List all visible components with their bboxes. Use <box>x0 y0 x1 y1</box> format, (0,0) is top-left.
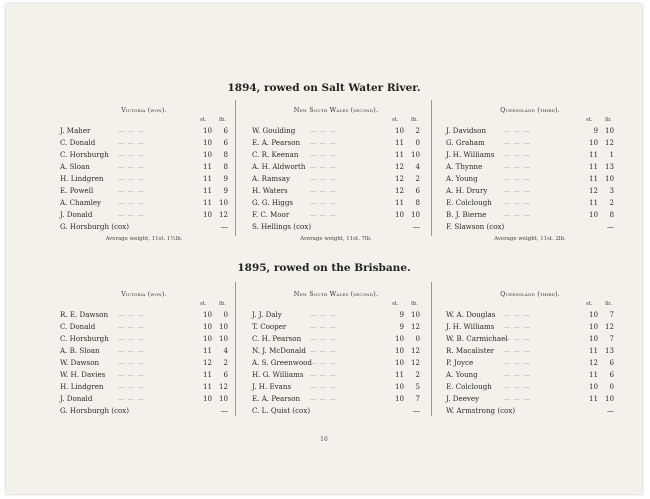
table-row: C. Donald … … … 10 10 <box>60 322 228 331</box>
table-row: C. Donald … … … 10 6 <box>60 138 228 147</box>
table-row: W. H. Davies … … … 11 6 <box>60 370 228 379</box>
column-divider <box>235 100 236 236</box>
table-row: A. Sloan … … … 11 8 <box>60 162 228 171</box>
table-row: W. Dawson … … … 12 2 <box>60 358 228 367</box>
page-number: 16 <box>320 436 328 443</box>
table-row: A. Young … … … 11 10 <box>446 174 614 183</box>
average-weight: Average weight, 11st. 7lb. <box>300 236 372 242</box>
table-row: E. A. Pearson … … … 11 0 <box>252 138 420 147</box>
table-row: A. H. Drury … … … 12 3 <box>446 186 614 195</box>
table-row: W. B. Carmichael … … … 10 7 <box>446 334 614 343</box>
table-row: J. Deevey … … … 11 10 <box>446 394 614 403</box>
table-row: N. J. McDonald … … … 10 12 <box>252 346 420 355</box>
table-row: H. Waters … … … 12 6 <box>252 186 420 195</box>
table-row: E. A. Pearson … … … 10 7 <box>252 394 420 403</box>
table-row: W. Armstrong (cox) — <box>446 406 614 415</box>
table-row: H. G. Williams … … … 11 2 <box>252 370 420 379</box>
column-divider <box>235 282 236 416</box>
table-row: G. Horsburgh (cox) — <box>60 406 228 415</box>
table-row: C. H. Pearson … … … 10 0 <box>252 334 420 343</box>
table-row: C. L. Quist (cox) — <box>252 406 420 415</box>
table-row: E. Colclough … … … 11 2 <box>446 198 614 207</box>
crew-heading: Queensland (third). <box>500 106 560 114</box>
table-row: B. J. Bierne … … … 10 8 <box>446 210 614 219</box>
table-row: J. Maher … … … 10 6 <box>60 126 228 135</box>
table-row: J. J. Daly … … … 9 10 <box>252 310 420 319</box>
crew-heading: Victoria (won). <box>121 290 167 298</box>
table-row: E. Colclough … … … 10 0 <box>446 382 614 391</box>
column-divider <box>431 100 432 236</box>
table-row: R. E. Dawson … … … 10 0 <box>60 310 228 319</box>
crew-heading: New South Wales (second). <box>293 106 379 114</box>
table-row: G. G. Higgs … … … 11 8 <box>252 198 420 207</box>
table-row: C. Horsburgh … … … 10 10 <box>60 334 228 343</box>
crew-heading: Queensland (third). <box>500 290 560 298</box>
table-row: A. H. Aldworth … … … 12 4 <box>252 162 420 171</box>
table-row: A. B. Sloan … … … 11 4 <box>60 346 228 355</box>
table-row: W. Goulding … … … 10 2 <box>252 126 420 135</box>
table-row: S. Hellings (cox) — <box>252 222 420 231</box>
table-row: W. A. Douglas … … … 10 7 <box>446 310 614 319</box>
race-title-1894: 1894, rowed on Salt Water River. <box>227 82 421 94</box>
average-weight: Average weight, 11st. 1½lb. <box>105 236 183 242</box>
race-title-1895: 1895, rowed on the Brisbane. <box>237 262 411 274</box>
table-row: F. Slawson (cox) — <box>446 222 614 231</box>
table-row: G. Graham … … … 10 12 <box>446 138 614 147</box>
table-row: C. R. Keenan … … … 11 10 <box>252 150 420 159</box>
average-weight: Average weight, 11st. 2lb. <box>494 236 566 242</box>
table-row: A. Young … … … 11 6 <box>446 370 614 379</box>
table-row: A. Ramsay … … … 12 2 <box>252 174 420 183</box>
table-row: H. Lindgren … … … 11 12 <box>60 382 228 391</box>
table-row: F. C. Moor … … … 10 10 <box>252 210 420 219</box>
table-row: R. Macalister … … … 11 13 <box>446 346 614 355</box>
table-row: H. Lindgren … … … 11 9 <box>60 174 228 183</box>
crew-heading: Victoria (won). <box>121 106 167 114</box>
table-row: J. H. Evans … … … 10 5 <box>252 382 420 391</box>
table-row: C. Horsburgh … … … 10 8 <box>60 150 228 159</box>
table-row: G. Horsburgh (cox) — <box>60 222 228 231</box>
table-row: J. Donald … … … 10 12 <box>60 210 228 219</box>
table-row: A. S. Greenwood … … … 10 12 <box>252 358 420 367</box>
document-page: 1894, rowed on Salt Water River. Victoria (won). st. lb. J. Maher … … … 10 6 C. Donald … … … 10 6 C. Horsburgh … … … 10 8 A. Sloan … … … 11 8 H. Lindgren … … … 11 9 E. Powell … … … 11 9 A. Chamley … … … 11 10 J. Donald … … … 10 12 G. Horsburgh (cox) — Average weight, 11st. 1½lb. New South Wales (second). st. lb. W. Goulding … … … 10 2 E. A. Pearson … … … 11 0 C. R. Keenan … … … 11 10 A. H. Aldworth … … … 12 4 A. Ramsay … … … 12 2 H. Waters … … … 12 6 G. G. Higgs … … … 11 8 F. C. Moor … … … 10 10 S. Hellings (cox) — Average weight, 11st. 7lb. Queensland (third). st. lb. J. Davidson … … … 9 10 G. Graham … … … 10 12 J. H. Williams … … … 11 1 A. Thynne … … … 11 13 A. Young … … … 11 10 A. H. Drury … … … 12 3 E. Colclough … … … 11 2 B. J. Bierne … … … 10 8 F. Slawson (cox) — Average weight, 11st. 2lb. 1895, rowed on the Brisbane. Victoria (won). st. lb. R. E. Dawson … … … 10 0 C. Donald … … … 10 10 C. Horsburgh … … … 10 10 A. B. Sloan … … … 11 4 W. Dawson … … … 12 2 W. H. Davies … … … 11 6 H. Lindgren … … … 11 12 J. Donald … … … 10 10 G. Horsburgh (cox) — New South Wales (second). st. lb. J. J. Daly … … … 9 10 T. Cooper … … … 9 12 C. H. Pearson … … … 10 0 N. J. McDonald … … … 10 12 A. S. Greenwood … … … 10 12 H. G. Williams … … … 11 2 J. H. Evans … … … 10 5 E. A. Pearson … … … 10 7 C. L. Quist (cox) — Queensland (third). st. lb. W. A. Douglas … … … 10 7 J. H. Williams … … … 10 12 W. B. Carmichael … … … 10 7 R. Macalister … … … 11 13 P. Joyce … … … 12 6 A. Young … … … 11 6 E. Colclough … … … 10 0 J. Deevey … … … 11 10 W. Armstrong (cox) — 16 <box>6 4 642 494</box>
table-row: J. H. Williams … … … 10 12 <box>446 322 614 331</box>
table-row: A. Chamley … … … 11 10 <box>60 198 228 207</box>
table-row: E. Powell … … … 11 9 <box>60 186 228 195</box>
column-divider <box>431 282 432 416</box>
table-row: T. Cooper … … … 9 12 <box>252 322 420 331</box>
table-row: P. Joyce … … … 12 6 <box>446 358 614 367</box>
table-row: J. Davidson … … … 9 10 <box>446 126 614 135</box>
table-row: J. H. Williams … … … 11 1 <box>446 150 614 159</box>
table-row: A. Thynne … … … 11 13 <box>446 162 614 171</box>
crew-heading: New South Wales (second). <box>293 290 379 298</box>
table-row: J. Donald … … … 10 10 <box>60 394 228 403</box>
